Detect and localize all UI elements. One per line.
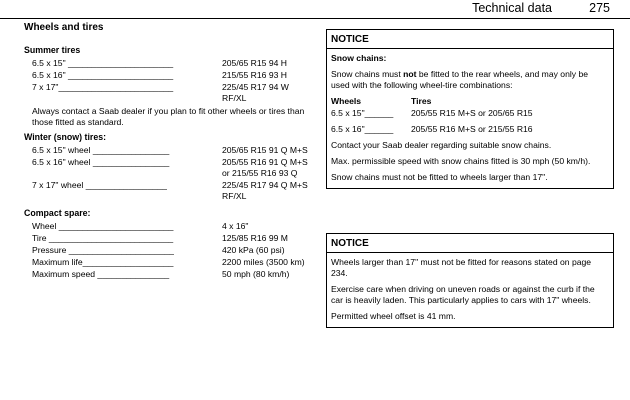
wheels-tires-section [24, 22, 314, 281]
row-label: 6.5 x 15" wheel ________________ [32, 145, 170, 155]
compact-row [32, 257, 314, 268]
tire-cell: 205/55 R15 M+S or 205/65 R15 [411, 108, 533, 118]
section-title: Wheels and tires [24, 22, 104, 33]
notice-paragraph: Wheels larger than 17" must not be fitted for reasons stated on page 234. [331, 257, 592, 278]
summer-note: Always contact a Saab dealer if you plan to fit other wheels or tires than those fitted as standard. [32, 106, 305, 127]
row-label: Maximum speed _______________ [32, 269, 170, 279]
compact-row [32, 269, 314, 280]
row-value: 205/55 R16 91 Q M+S or 215/55 R16 93 Q [222, 157, 308, 178]
row-value: 205/65 R15 91 Q M+S [222, 145, 308, 155]
compact-row [32, 221, 314, 232]
winter-row [32, 180, 314, 202]
col-wheels: Wheels [331, 96, 362, 106]
notice-paragraph: Max. permissible speed with snow chains fitted is 30 mph (50 km/h). [331, 156, 591, 166]
wheel-tire-row [331, 124, 609, 135]
compact-spare-title: Compact spare: [24, 208, 91, 218]
row-value: 4 x 16" [222, 221, 249, 231]
tire-cell: 205/55 R16 M+S or 215/55 R16 [411, 124, 533, 134]
row-label: Tire __________________________ [32, 233, 174, 243]
summer-row [32, 82, 314, 104]
row-label: Maximum life___________________ [32, 257, 174, 267]
winter-row [32, 157, 314, 179]
notice-wheels [326, 233, 614, 328]
row-value: 2200 miles (3500 km) [222, 257, 305, 267]
winter-row [32, 145, 314, 156]
snow-chains-title: Snow chains: [331, 53, 387, 63]
compact-row [32, 245, 314, 256]
winter-tires-title: Winter (snow) tires: [24, 132, 107, 142]
wheel-tire-header [331, 96, 609, 107]
notice-snow-chains [326, 29, 614, 189]
wheel-tire-row [331, 108, 609, 119]
notice-paragraph: Contact your Saab dealer regarding suitable snow chains. [331, 140, 552, 150]
notice-heading: NOTICE [327, 30, 613, 49]
wheel-cell: 6.5 x 15"______ [331, 108, 394, 118]
notice-paragraph: Snow chains must not be fitted to wheels larger than 17". [331, 172, 548, 182]
row-value: 225/45 R17 94 Q M+S RF/XL [222, 180, 308, 201]
compact-row [32, 233, 314, 244]
page-header [0, 0, 630, 18]
notice-paragraph: Permitted wheel offset is 41 mm. [331, 311, 456, 321]
row-label: Wheel ________________________ [32, 221, 174, 231]
row-label: 7 x 17" wheel _________________ [32, 180, 167, 190]
wheel-cell: 6.5 x 16"______ [331, 124, 394, 134]
row-value: 125/85 R16 99 M [222, 233, 288, 243]
summer-tires-title: Summer tires [24, 45, 81, 55]
notice-heading: NOTICE [327, 234, 613, 253]
row-value: 50 mph (80 km/h) [222, 269, 290, 279]
row-label: 7 x 17"________________________ [32, 82, 174, 92]
summer-row [32, 70, 314, 81]
snow-chains-intro: Snow chains must not be fitted to the rear wheels, and may only be used with the following wheel-tire combinations: [331, 69, 588, 90]
row-label: Pressure ______________________ [32, 245, 174, 255]
header-rule [0, 18, 630, 19]
summer-row [32, 58, 314, 69]
header-title: Technical data [472, 1, 552, 15]
notice-paragraph: Exercise care when driving on uneven roads or against the curb if the car is heavily laden. This particularly applies to cars with 17" wheels. [331, 284, 595, 305]
row-value: 215/55 R16 93 H [222, 70, 287, 80]
page-number: 275 [589, 1, 610, 15]
col-tires: Tires [411, 96, 432, 106]
row-label: 6.5 x 15" ______________________ [32, 58, 174, 68]
row-value: 225/45 R17 94 W RF/XL [222, 82, 289, 103]
row-value: 420 kPa (60 psi) [222, 245, 285, 255]
row-label: 6.5 x 16" wheel ________________ [32, 157, 170, 167]
row-label: 6.5 x 16" ______________________ [32, 70, 174, 80]
row-value: 205/65 R15 94 H [222, 58, 287, 68]
